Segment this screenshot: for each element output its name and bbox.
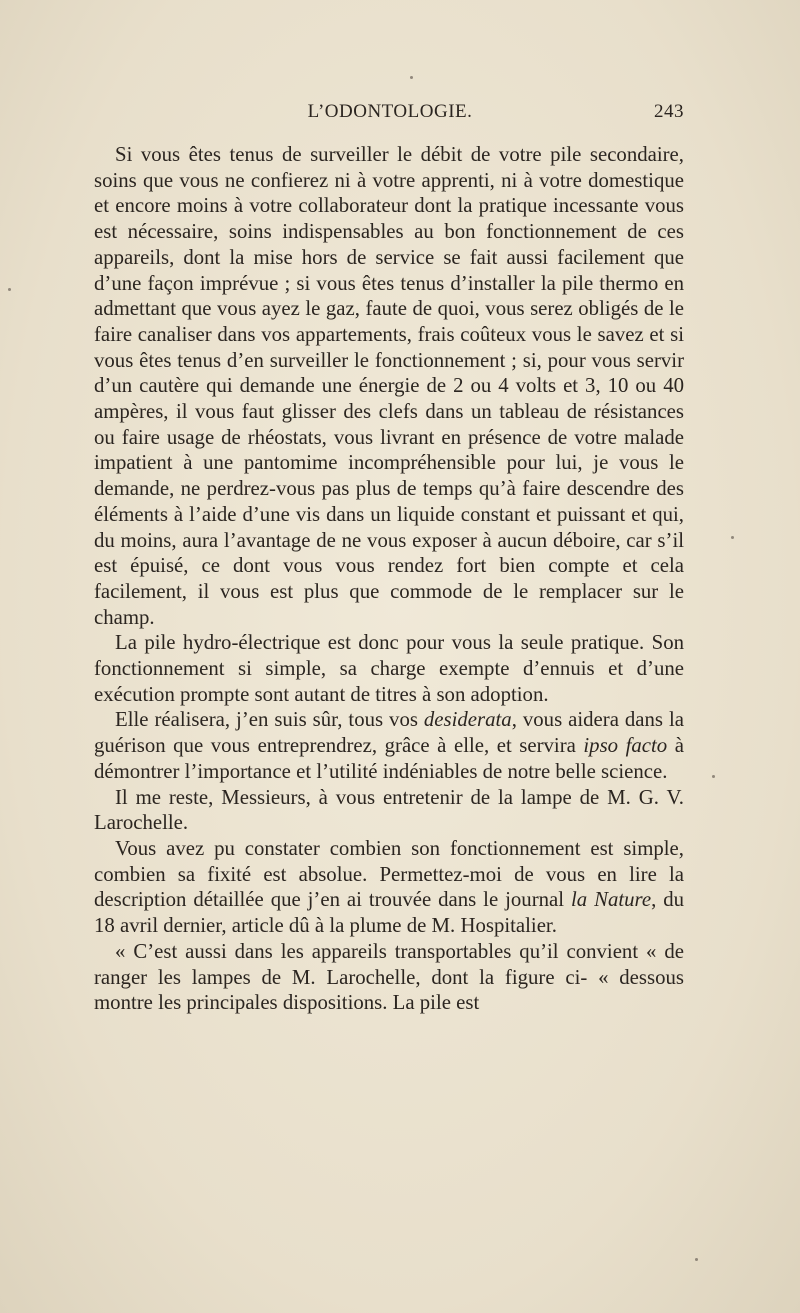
running-title: L’ODONTOLOGIE. (307, 101, 473, 122)
text-segment: Il me reste, Messieurs, à vous entretenir de la lampe de M. G. V. Larochelle. (94, 785, 684, 835)
text-segment: , vous aidera dans la guérison que vous entreprendrez, grâce à elle, et servira (94, 708, 684, 758)
italic-journal-title: la Nature (570, 888, 652, 912)
running-head (96, 101, 684, 127)
text-segment: Elle réalisera, j’en suis sûr, tous vos (115, 708, 424, 732)
page-number: 243 (654, 101, 684, 122)
text-segment: Vous avez pu constater combien son fonctionnement est simple, combien sa fixité est absolue. Permettez-moi de vous en lire la description détaillée que j’en ai trouvée dans le journal (94, 836, 684, 912)
quote-line: « dessous montre les principales dispositions. La pile est (94, 965, 684, 1015)
text-segment: Si vous êtes tenus de surveiller le débit de votre pile secondaire, soins que vous ne confierez ni à votre apprenti, ni à votre domestique et encore moins à votre collaborateur dont la pratique incessante vous est nécessaire, soins indispensables au bon fonctionnement de ces appareils, dont la mise hors de service se fait aussi facilement que d’une façon imprévue ; si vous êtes tenus d’installer la pile thermo en admettant que vous ayez le gaz, faute de quoi, vous serez obligés de le faire canaliser dans vos appartements, frais coûteux vous le savez et si vous êtes tenus d’en surveiller le fonctionnement ; si, pour vous servir d’un cautère qui demande une énergie de 2 ou 4 volts et 3, 10 ou 40 ampères, il vous faut glisser des clefs dans un tableau de résistances ou faire usage de rhéostats, vous livrant en présence de votre malade impatient à une pantomime incompréhensible pour lui, je vous le demande, ne perdrez-vous pas plus de temps qu’à faire descendre des éléments à l’aide d’une vis dans un liquide constant et puissant et qui, du moins, aura l’avantage de ne vous exposer à aucun déboire, car s’il est épuisé, ce dont vous vous rendez fort bien compte et cela facilement, il vous est plus que commode de le remplacer sur le champ. (94, 143, 684, 629)
paragraph-desiderata (94, 707, 684, 784)
text-segment: à démontrer l’importance et l’utilité indéniables de notre belle science. (94, 734, 684, 783)
italic-term: desiderata (423, 708, 512, 732)
text-segment: , du 18 avril dernier, article dû à la plume de M. Hospitalier. (94, 888, 685, 938)
paper-speck (8, 288, 11, 291)
paragraph-lampe-larochelle (94, 785, 684, 836)
paper-speck (410, 76, 413, 79)
italic-term: ipso facto (583, 734, 668, 758)
quote-line: « de ranger les lampes de M. Larochelle, dont la figure ci- (94, 939, 684, 989)
paragraph-pile-hydro-electrique (94, 630, 684, 707)
paragraph-description-nature (94, 836, 684, 939)
body-text (94, 142, 684, 1016)
paper-speck (695, 1258, 698, 1261)
quote-line: « C’est aussi dans les appareils transportables qu’il convient (115, 939, 639, 963)
text-segment: La pile hydro-électrique est donc pour vous la seule pratique. Son fonctionnement si simple, sa charge exempte d’ennuis et d’une exécution prompte sont autant de titres à son adoption. (94, 631, 684, 706)
paragraph-pile-secondaire (94, 142, 684, 630)
paragraph-quotation (94, 939, 684, 1016)
paper-speck (712, 775, 715, 778)
paper-speck (731, 536, 734, 539)
